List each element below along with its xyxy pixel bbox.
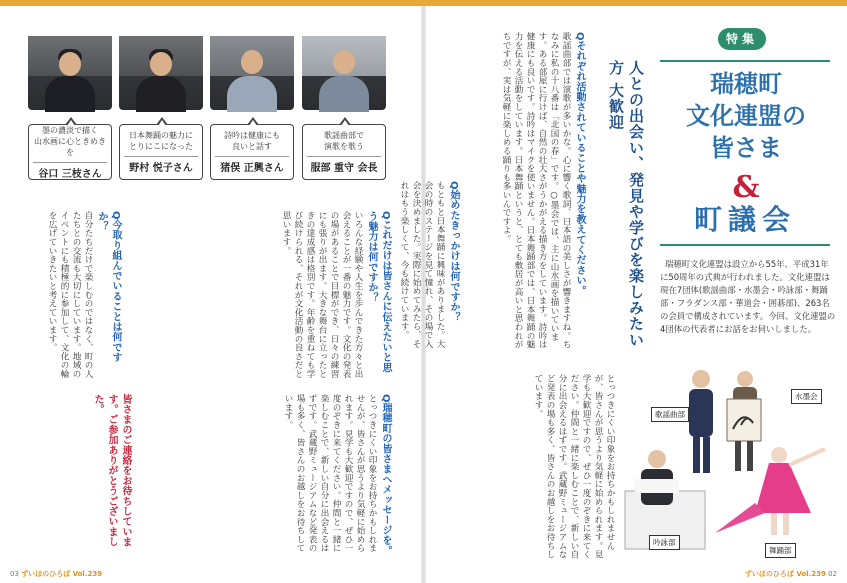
closing-message: 皆さまのご連絡をお待ちしています。ご参加ありがとうございました。 xyxy=(92,394,131,547)
caption-name: 服部 重守 会長 xyxy=(307,156,381,174)
question-heading: Q今取り組んでいることは何ですか？ xyxy=(96,211,121,363)
answer-text: とっつきにくい印象をお持ちかもしれませんが、皆さんが思うより気軽に始められます。見学も大歓迎ですので、ぜひ一度のぞきに来てください。仲間と一緒に楽しむことで、新しい自分に出会えるはずです。武蔵野ミュージアムなど発表の場も多く、皆さんのお越しをお待ちしています。 xyxy=(283,394,377,553)
question-heading: Q瑞穂町の皆さまへメッセージを。 xyxy=(380,394,391,556)
member-caption-2 xyxy=(119,124,203,180)
left-page xyxy=(0,6,421,583)
feature-title-line-2: 文化連盟の xyxy=(686,101,806,130)
answer-text: 歌謡曲部では演歌が多いかな。心に響く歌詞、日本語の美しさが響きますね。ちなみに私の十八番は「北国の春」です。○墨会では、主に山水画を描いています。ある部屋に行けば、自然の壮大さがうかがえる描き方をしています。詩吟は健康にも良いです。詩吟はマイクを使いません。日本舞踊部では、日本舞踊の魅力を伝える活動をしています。日本舞踊というと、とても敷居が高いと思われがちですが、実は気軽に楽しめる踊りも多いんですよ。 xyxy=(501,32,571,349)
member-photo-2 xyxy=(119,36,203,110)
right-column-bottom xyxy=(430,374,616,559)
feature-title-line-3: 皆さま xyxy=(710,133,782,162)
page-number: 03 xyxy=(10,570,19,578)
caption-name: 猪俣 正興さん xyxy=(215,156,289,174)
performer-label-1: 歌謡曲部 xyxy=(651,407,689,422)
performer-label-2: 水墨会 xyxy=(791,389,822,404)
member-photo-3 xyxy=(210,36,294,110)
caption-desc: 詩吟は健康にも 良いと話す xyxy=(224,131,280,151)
left-column-q5 xyxy=(140,394,392,559)
answer-text: 自分たちだけで楽しむのではなく、町の人たちとの交流も大切にしています。地域のイベントにも積極的に参加して、文化の輪を広げていきたいと考えています。 xyxy=(47,211,93,379)
member-photo-4 xyxy=(302,36,386,110)
left-footer xyxy=(10,569,102,579)
right-column-q1 xyxy=(464,32,586,352)
caption-desc: 歌謡曲部で 演歌を歌う xyxy=(324,131,364,151)
right-column-q2 xyxy=(399,181,460,351)
performer-label-4: 舞踊部 xyxy=(765,543,796,558)
left-column-q4 xyxy=(22,211,122,381)
member-caption-3 xyxy=(210,124,294,180)
feature-tag: 特集 xyxy=(718,28,766,50)
title-rule-bottom xyxy=(660,244,830,246)
caption-desc: 墨の濃淡で描く 山水画に心ときめきを xyxy=(34,125,106,157)
caption-desc: 日本舞踊の魅力に とりにこになった xyxy=(129,131,193,151)
left-column-q3 xyxy=(130,211,392,381)
feature-intro: 瑞穂町文化連盟は設立から55年、平成31年に50周年の式典が行われました。文化連盟は現在7団体(歌謡曲部・水墨会・吟詠部・舞踊部・フラダンス部・華道会・囲碁部)、263名の会員で構成されています。今回、文化連盟の4団体の代表者にお話をお伺いしました。 xyxy=(660,259,836,334)
page-number: 02 xyxy=(828,570,837,578)
question-heading: Qこれだけは皆さんに伝えたいと思う魅力は何ですか？ xyxy=(366,211,391,373)
question-heading: Qそれぞれ活動されていることや魅力を教えてください。 xyxy=(574,32,585,296)
performer-label-3: 吟詠部 xyxy=(649,535,680,550)
answer-text: もともと日本舞踊に興味がありました。大会の時のステージを見て憧れ、その場で入会を決めました。実際に始めてみたら、それはもう楽しくて、今も続けています。 xyxy=(399,181,445,349)
member-caption-4 xyxy=(302,124,386,180)
performers-photo xyxy=(615,363,847,568)
answer-text: とっつきにくい印象をお持ちかもしれませんが、皆さんが思うより気軽に始められます。見学も大歓迎ですので、ぜひ一度のぞきに来てください。仲間と一緒に楽しむことで、新しい自分に出会えるはずです。武蔵野ミュージアムなど発表の場も多く、皆さんのお越しをお待ちしています。 xyxy=(533,374,615,559)
magazine-name: ずいほのひろば Vol.239 xyxy=(744,570,826,578)
feature-title-line-1: 瑞穂町 xyxy=(710,69,782,98)
title-rule-top xyxy=(660,60,830,62)
right-footer xyxy=(745,569,837,579)
member-caption-1 xyxy=(28,124,112,180)
answer-text: いろんな経験や人生を歩んできた方々と出会えることが一番の魅力です。文化の発表の場があることで目標ができ、日々の練習にも張りが出ます。大きな舞台に立ったときの達成感は格別です。年齢を重ねても学び続けられる、それが文化活動の良さだと思います。 xyxy=(281,211,363,379)
caption-name: 野村 悦子さん xyxy=(124,156,198,174)
lead-headline: 人との出会い、発見や学びを楽しみたい方 大歓迎 xyxy=(607,60,645,348)
magazine-name: ずいほのひろば Vol.239 xyxy=(21,570,103,578)
member-photo-1 xyxy=(28,36,112,110)
question-heading: Q始めたきっかけは何ですか？ xyxy=(448,181,459,323)
feature-title-second: 町議会 xyxy=(693,203,796,236)
caption-name: 谷口 三枝さん xyxy=(33,162,107,180)
title-ampersand: & xyxy=(732,170,760,205)
